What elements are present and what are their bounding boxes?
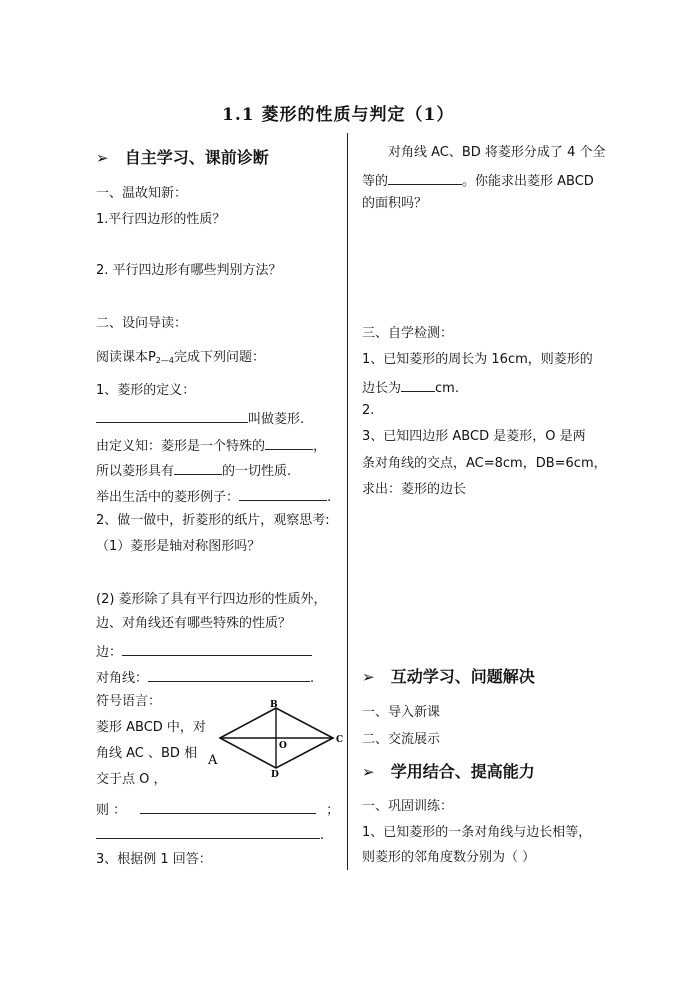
self-check-heading: 三、自学检测：	[362, 326, 454, 341]
diagonal-label: 对角线：	[96, 671, 149, 686]
area-question-3: 的面积吗？	[362, 196, 428, 211]
vertex-d-label: D	[271, 770, 279, 780]
from-def-text: 由定义知：菱形是一个特殊的	[96, 439, 266, 454]
rhombus-statement-1: 菱形 ABCD 中，对	[96, 720, 206, 735]
diagonal-post: .	[310, 671, 315, 686]
then-post: ；	[326, 803, 340, 818]
section-heading-self-study	[96, 149, 269, 169]
area-question-2	[362, 170, 594, 191]
section-title: 学用结合、提高能力	[390, 762, 535, 781]
side-label: 边：	[96, 645, 123, 660]
then-blank[interactable]	[140, 799, 316, 814]
rhombus-figure	[200, 698, 348, 780]
vertex-c-label: C	[336, 735, 344, 745]
diagonal-blank[interactable]	[148, 667, 310, 682]
page-title: 1.1 菱形的性质与判定（1）	[222, 105, 455, 125]
so-text: 所以菱形具有	[96, 464, 175, 479]
review-heading: 一、温故知新：	[96, 186, 188, 201]
then-line	[96, 799, 339, 820]
last-blank-line	[96, 824, 324, 845]
check-1b-pre: 边长为	[362, 381, 402, 396]
exchange-heading: 二、交流展示	[362, 732, 441, 747]
read-pre: 阅读课本P	[96, 350, 156, 365]
section-title: 自主学习、课前诊断	[124, 148, 269, 167]
consolidation-heading: 一、巩固训练：	[362, 799, 454, 814]
check-1a: 1、已知菱形的周长为 16cm，则菱形的	[362, 352, 593, 367]
then-label: 则 ：	[96, 803, 127, 818]
question-3: 3、根据例 1 回答：	[96, 852, 212, 867]
from-def-blank[interactable]	[265, 435, 313, 450]
read-pages: 2—4	[155, 356, 175, 365]
side-line	[96, 641, 312, 662]
section-heading-interactive	[362, 668, 535, 688]
side-length-blank[interactable]	[401, 377, 435, 392]
from-def-post: ，	[313, 439, 327, 454]
section-title: 互动学习、问题解决	[390, 667, 535, 686]
reading-instruction	[96, 349, 265, 370]
side-blank[interactable]	[122, 641, 312, 656]
check-3a: 3、已知四边形 ABCD 是菱形，O 是两	[362, 429, 586, 444]
example-post: .	[327, 490, 332, 505]
fold-question-2a: (2) 菱形除了具有平行四边形的性质外，	[96, 592, 327, 607]
read-post: 完成下列问题：	[174, 350, 266, 365]
arrow-icon: ➢	[96, 149, 109, 167]
area-post: 。你能求出菱形 ABCD	[462, 174, 594, 189]
last-post: .	[320, 828, 325, 843]
rhombus-statement-3: 交于点 O ，	[96, 772, 167, 787]
question-2: 2. 平行四边形有哪些判别方法？	[96, 263, 282, 278]
so-post: 的一切性质.	[222, 464, 292, 479]
so-line	[96, 460, 291, 481]
fold-question-1: （1）菱形是轴对称图形吗？	[96, 539, 261, 554]
exercise-1b: 则菱形的邻角度数分别为（ ）	[362, 850, 536, 865]
diagonal-line	[96, 667, 314, 688]
congruent-blank[interactable]	[388, 170, 462, 185]
center-o-label: O	[279, 741, 287, 751]
check-3b: 条对角线的交点，AC=8cm，DB=6cm，	[362, 456, 607, 471]
example-text: 举出生活中的菱形例子：	[96, 490, 240, 505]
fold-question-2b: 边、对角线还有哪些特殊的性质？	[96, 616, 292, 631]
fold-activity: 2、做一做中，折菱形的纸片，观察思考:	[96, 513, 330, 528]
area-question-1: 对角线 AC、BD 将菱形分成了 4 个全	[388, 145, 606, 160]
intro-heading: 一、导入新课	[362, 705, 441, 720]
from-definition-line	[96, 435, 326, 456]
check-1b	[362, 377, 459, 398]
question-1: 1.平行四边形的性质？	[96, 212, 226, 227]
definition-line	[96, 408, 304, 429]
definition-blank[interactable]	[96, 408, 248, 423]
definition-tail: 叫做菱形.	[248, 412, 305, 427]
so-blank[interactable]	[174, 460, 222, 475]
vertex-a-label: A	[208, 753, 218, 768]
example-blank[interactable]	[239, 486, 327, 501]
arrow-icon: ➢	[362, 763, 375, 781]
definition-heading: 1、菱形的定义：	[96, 383, 196, 398]
area-pre: 等的	[362, 174, 389, 189]
vertex-b-label: B	[270, 700, 278, 710]
arrow-icon: ➢	[362, 668, 375, 686]
guide-heading: 二、设问导读：	[96, 316, 188, 331]
example-line	[96, 486, 331, 507]
section-heading-apply	[362, 763, 535, 783]
check-1b-post: cm.	[435, 381, 459, 396]
symbol-language: 符号语言：	[96, 694, 162, 709]
rhombus-statement-2: 角线 AC 、BD 相	[96, 746, 198, 761]
check-2: 2.	[362, 403, 375, 418]
last-blank[interactable]	[96, 824, 320, 839]
check-3c: 求出：菱形的边长	[362, 482, 467, 497]
exercise-1a: 1、已知菱形的一条对角线与边长相等，	[362, 825, 592, 840]
